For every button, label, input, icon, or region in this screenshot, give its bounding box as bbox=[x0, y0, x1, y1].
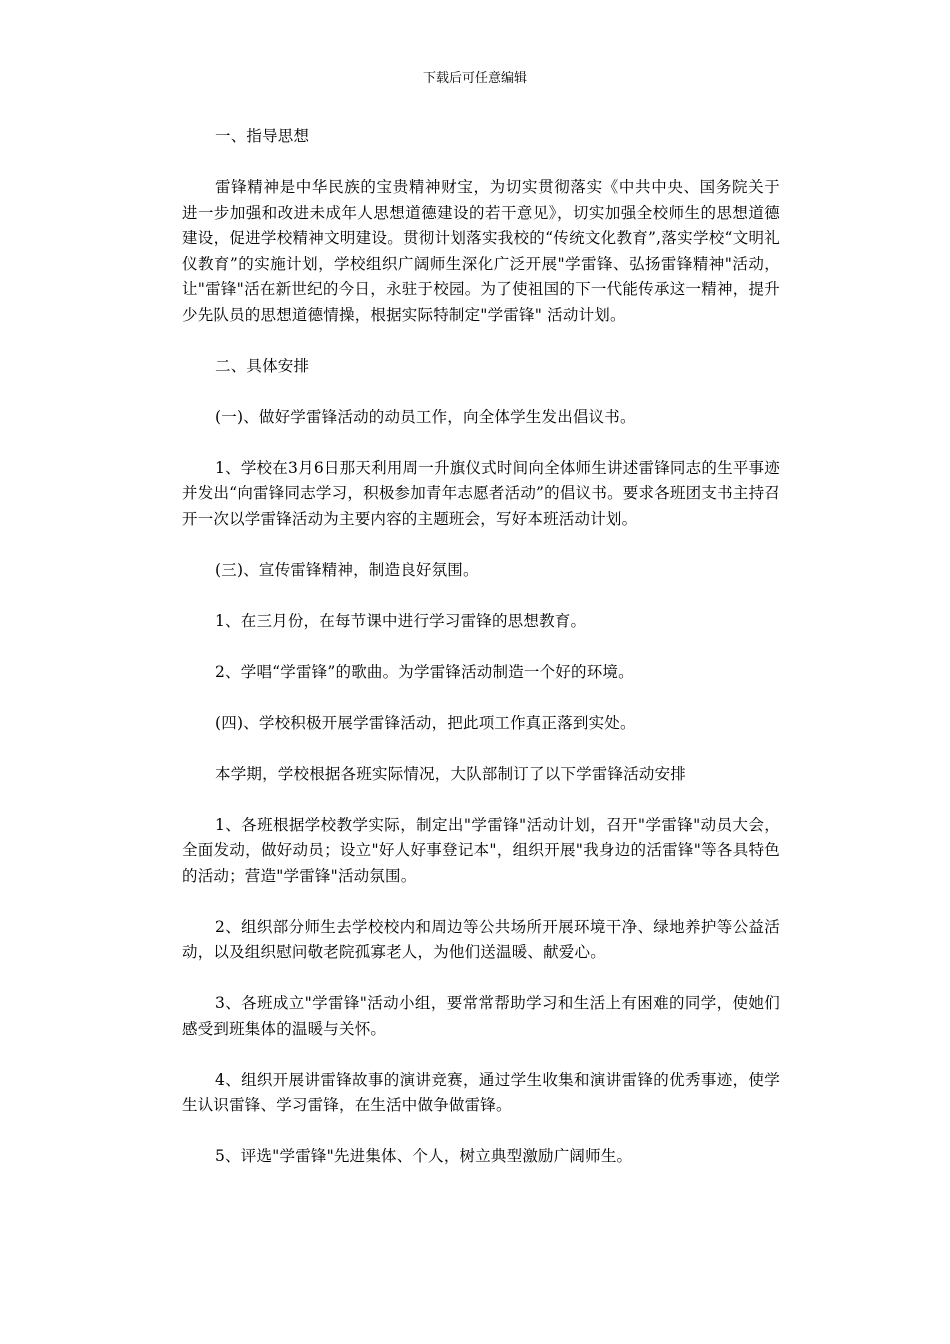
paragraph-march-education: 1、在三月份，在每节课中进行学习雷锋的思想教育。 bbox=[215, 611, 587, 630]
subheading-activities: (四)、学校积极开展学雷锋活动，把此项工作真正落到实处。 bbox=[215, 713, 636, 732]
paragraph-march-6-ceremony: 1、学校在3月6日那天利用周一升旗仪式时间向全体师生讲述雷锋同志的生平事迹并发出“向雷锋同志学习，积极参加青年志愿者活动”的倡议书。要求各班团支书主持召开一次以学雷锋活动为主要内容的主题班会，写好本班活动计划。 bbox=[182, 458, 780, 528]
paragraph-semester-arrangement: 本学期，学校根据各班实际情况，大队部制订了以下学雷锋活动安排 bbox=[215, 764, 687, 783]
section-heading-arrangements: 二、具体安排 bbox=[215, 356, 310, 375]
list-item-speech-contest: 4、组织开展讲雷锋故事的演讲竞赛，通过学生收集和演讲雷锋的优秀事迹，使学生认识雷锋、学习雷锋，在生活中做争做雷锋。 bbox=[182, 1070, 780, 1114]
download-note: 下载后可任意编辑 bbox=[422, 71, 527, 86]
list-item-class-plans: 1、各班根据学校教学实际，制定出"学雷锋"活动计划，召开"学雷锋"动员大会，全面发动，做好动员；设立"好人好事登记本"，组织开展"我身边的活雷锋"等各具特色的活动；营造"学雷锋"活动氛围。 bbox=[182, 815, 780, 885]
subheading-promotion: (三)、宣传雷锋精神，制造良好氛围。 bbox=[215, 560, 479, 579]
subheading-mobilization: (一)、做好学雷锋活动的动员工作，向全体学生发出倡议书。 bbox=[215, 407, 636, 426]
section-heading-guiding-thought: 一、指导思想 bbox=[215, 127, 310, 145]
list-item-activity-groups: 3、各班成立"学雷锋"活动小组，要常常帮助学习和生活上有困难的同学，使她们感受到班集体的温暖与关怀。 bbox=[182, 994, 780, 1038]
list-item-public-service: 2、组织部分师生去学校校内和周边等公共场所开展环境干净、绿地养护等公益活动，以及组织慰问敬老院孤寡老人，为他们送温暖、献爱心。 bbox=[182, 917, 780, 961]
list-item-awards: 5、评选"学雷锋"先进集体、个人，树立典型激励广阔师生。 bbox=[215, 1147, 633, 1165]
paragraph-sing-song: 2、学唱“学雷锋”的歌曲。为学雷锋活动制造一个好的环境。 bbox=[215, 662, 634, 681]
document-body bbox=[182, 124, 780, 1195]
paragraph-lei-feng-spirit-intro: 雷锋精神是中华民族的宝贵精神财宝，为切实贯彻落实《中共中央、国务院关于进一步加强和改进未成年人思想道德建设的若干意见》，切实加强全校师生的思想道德建设，促进学校精神文明建设。贯彻计划落实我校的“传统文化教育”,落实学校“文明礼仪教育”的实施计划，学校组织广阔师生深化广泛开展"学雷锋、弘扬雷锋精神"活动，让"雷锋"活在新世纪的今日，永驻于校园。为了使祖国的下一代能传承这一精神，提升少先队员的思想道德情操，根据实际特制定"学雷锋" 活动计划。 bbox=[182, 178, 780, 324]
